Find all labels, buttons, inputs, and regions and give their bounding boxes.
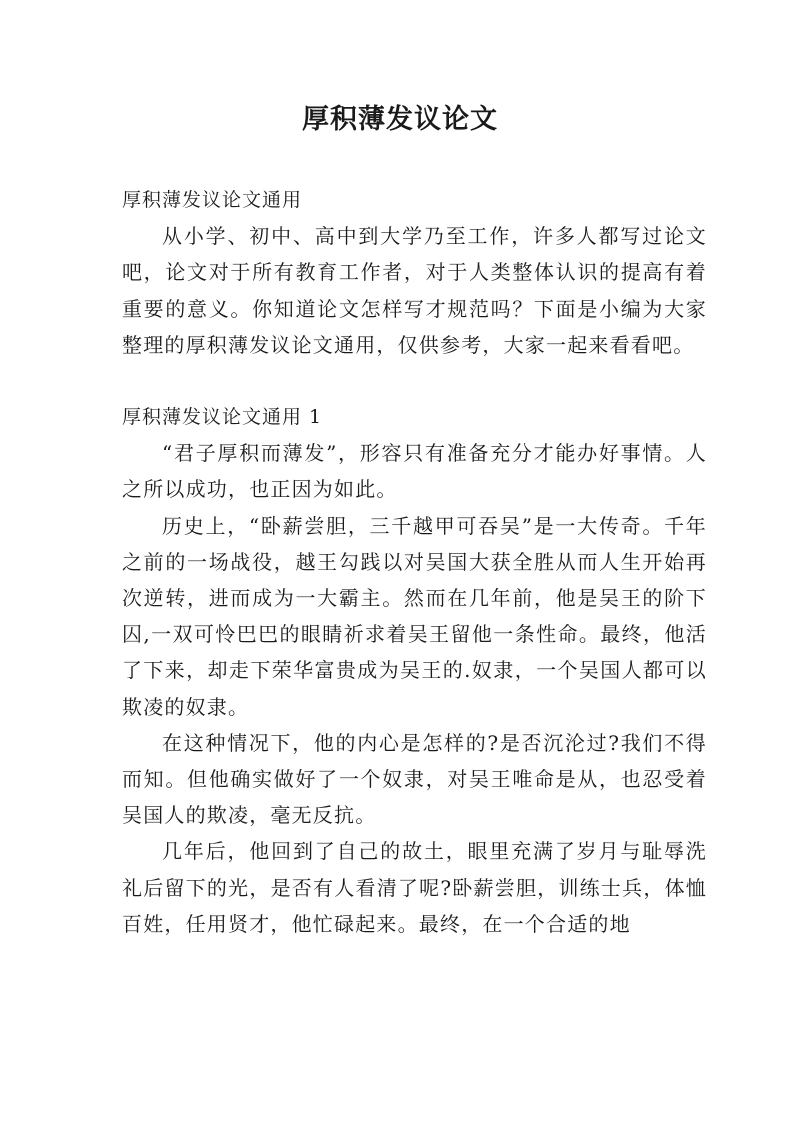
paragraph: 从小学、初中、高中到大学乃至工作，许多人都写过论文吧，论文对于所有教育工作者，对于人类整体认识的提高有着重要的意义。你知道论文怎样写才规范吗？下面是小编为大家整理的厚积薄发议论文通用，仅供参考，大家一起来看看吧。 — [122, 224, 707, 357]
section-heading-1: 厚积薄发议论文通用 1 — [122, 406, 323, 429]
paragraph: “君子厚积而薄发”，形容只有准备充分才能办好事情。人之所以成功，也正因为如此。 — [122, 441, 707, 502]
section-gap — [122, 363, 707, 399]
paragraph: 在这种情况下，他的内心是怎样的?是否沉沦过?我们不得而知。但他确实做好了一个奴隶，对吴王唯命是从，也忍受着吴国人的欺凌，毫无反抗。 — [122, 730, 707, 828]
paragraph: 历史上，“卧薪尝胆，三千越甲可吞吴”是一大传奇。千年之前的一场战役，越王勾践以对吴国大获全胜从而人生开始再次逆转，进而成为一大霸主。然而在几年前，他是吴王的阶下囚,一双可怜巴巴的眼睛祈求着吴王留他一条性命。最终，他活了下来，却走下荣华富贵成为吴王的.奴隶，一个吴国人都可以欺凌的奴隶。 — [122, 513, 707, 719]
document-title: 厚积薄发议论文 — [302, 104, 498, 135]
paragraph: 几年后，他回到了自己的故土，眼里充满了岁月与耻辱洗礼后留下的光，是否有人看清了呢?卧薪尝胆，训练士兵，体恤百姓，任用贤才，他忙碌起来。最终，在一个合适的地 — [122, 839, 707, 936]
section-heading-intro: 厚积薄发议论文通用 — [122, 189, 303, 211]
document-body — [122, 182, 707, 942]
